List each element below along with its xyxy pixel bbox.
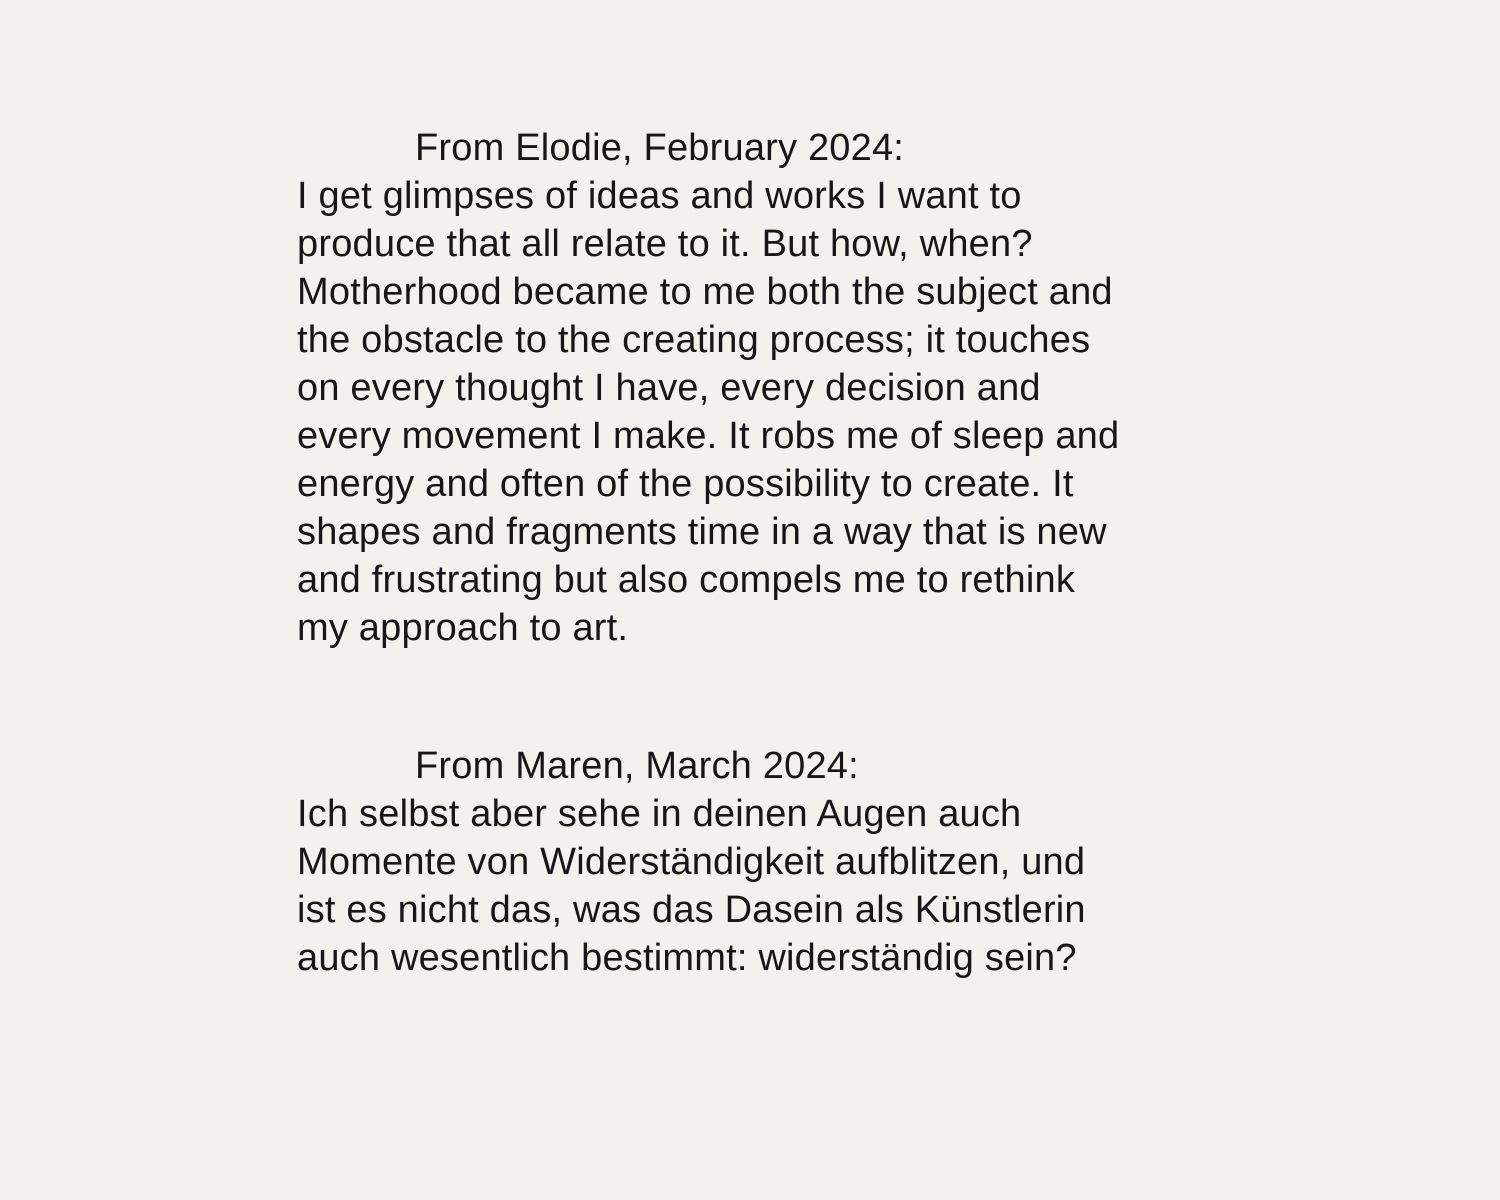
section-elodie (297, 124, 1277, 652)
text-line: auch wesentlich bestimmt: widerständig sein? (297, 937, 1077, 979)
text-line: shapes and fragments time in a way that is new (297, 511, 1107, 553)
text-line: every movement I make. It robs me of sleep and (297, 415, 1120, 457)
section-heading-elodie: From Elodie, February 2024: (415, 127, 905, 169)
section-heading-maren: From Maren, March 2024: (415, 745, 859, 787)
text-line: energy and often of the possibility to create. It (297, 463, 1074, 505)
section-maren (297, 742, 1277, 982)
text-line: on every thought I have, every decision and (297, 367, 1041, 409)
text-line: and frustrating but also compels me to rethink (297, 559, 1076, 601)
text-line: my approach to art. (297, 607, 629, 649)
text-line: Ich selbst aber sehe in deinen Augen auch (297, 793, 1022, 835)
text-line: Motherhood became to me both the subject and (297, 271, 1113, 313)
text-line: the obstacle to the creating process; it touches (297, 319, 1091, 361)
text-line: I get glimpses of ideas and works I want to (297, 175, 1022, 217)
text-line: produce that all relate to it. But how, when? (297, 223, 1033, 265)
text-line: Momente von Widerständigkeit aufblitzen, und (297, 841, 1086, 883)
text-block (297, 124, 1277, 982)
text-line: ist es nicht das, was das Dasein als Künstlerin (297, 889, 1086, 931)
